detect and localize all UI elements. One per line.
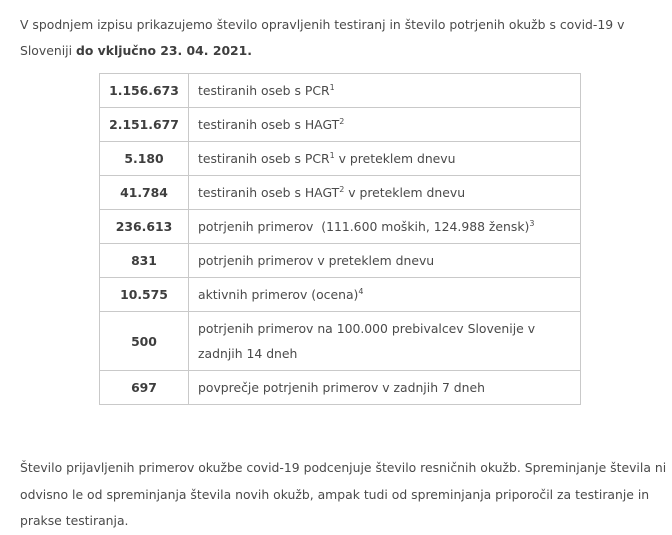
row-value: 1.156.673	[100, 74, 189, 108]
table-row	[100, 74, 581, 108]
row-value: 5.180	[100, 142, 189, 176]
footnote-marker: 2	[339, 116, 345, 126]
table-row	[100, 210, 581, 244]
row-label-cell	[189, 371, 581, 405]
row-label-cell	[189, 210, 581, 244]
footnote-marker: 2	[339, 184, 345, 194]
row-label: testiranih oseb s HAGT	[198, 117, 340, 132]
row-value: 500	[100, 312, 189, 371]
table-row	[100, 176, 581, 210]
table-row	[100, 312, 581, 371]
table-row	[100, 108, 581, 142]
intro-paragraph	[20, 12, 668, 64]
table-row	[100, 244, 581, 278]
row-label-suffix: v preteklem dnevu	[344, 185, 466, 200]
row-label-cell	[189, 278, 581, 312]
row-label: aktivnih primerov (ocena)	[198, 287, 359, 302]
table-row	[100, 142, 581, 176]
footnote-marker: 4	[358, 286, 364, 296]
row-label-cell	[189, 244, 581, 278]
row-label: potrjenih primerov na 100.000 prebivalcev Slovenije v zadnjih 14 dneh	[198, 321, 536, 361]
row-value: 41.784	[100, 176, 189, 210]
statistics-table	[99, 73, 581, 405]
footnote-marker: 3	[529, 218, 535, 228]
row-label-cell	[189, 176, 581, 210]
footnote-marker: 1	[329, 150, 335, 160]
footnote-marker: 1	[329, 82, 335, 92]
row-value: 10.575	[100, 278, 189, 312]
row-label: potrjenih primerov v preteklem dnevu	[198, 253, 435, 268]
intro-text: V spodnjem izpisu prikazujemo število opravljenih testiranj in število potrjenih okužb s covid-19 v Sloveniji	[20, 17, 625, 58]
disclaimer-paragraph: Število prijavljenih primerov okužbe covid-19 podcenjuje število resničnih okužb. Spreminjanje števila ni odvisno le od spreminjanja števila novih okužb, ampak tudi od spreminjanja priporočil za testiranje in prakse testiranja.	[20, 460, 667, 528]
row-label-cell	[189, 74, 581, 108]
table-row	[100, 278, 581, 312]
row-label: testiranih oseb s HAGT	[198, 185, 340, 200]
row-value: 236.613	[100, 210, 189, 244]
row-label: testiranih oseb s PCR	[198, 151, 330, 166]
table-row	[100, 371, 581, 405]
row-label: potrjenih primerov (111.600 moških, 124.988 žensk)	[198, 219, 530, 234]
row-label-suffix: v preteklem dnevu	[334, 151, 456, 166]
row-label: testiranih oseb s PCR	[198, 83, 330, 98]
row-label-cell	[189, 108, 581, 142]
row-value: 697	[100, 371, 189, 405]
row-label: povprečje potrjenih primerov v zadnjih 7 dneh	[198, 380, 486, 395]
row-value: 2.151.677	[100, 108, 189, 142]
row-label-cell	[189, 142, 581, 176]
row-value: 831	[100, 244, 189, 278]
intro-date: do vključno 23. 04. 2021.	[75, 43, 253, 58]
row-label-cell	[189, 312, 581, 371]
